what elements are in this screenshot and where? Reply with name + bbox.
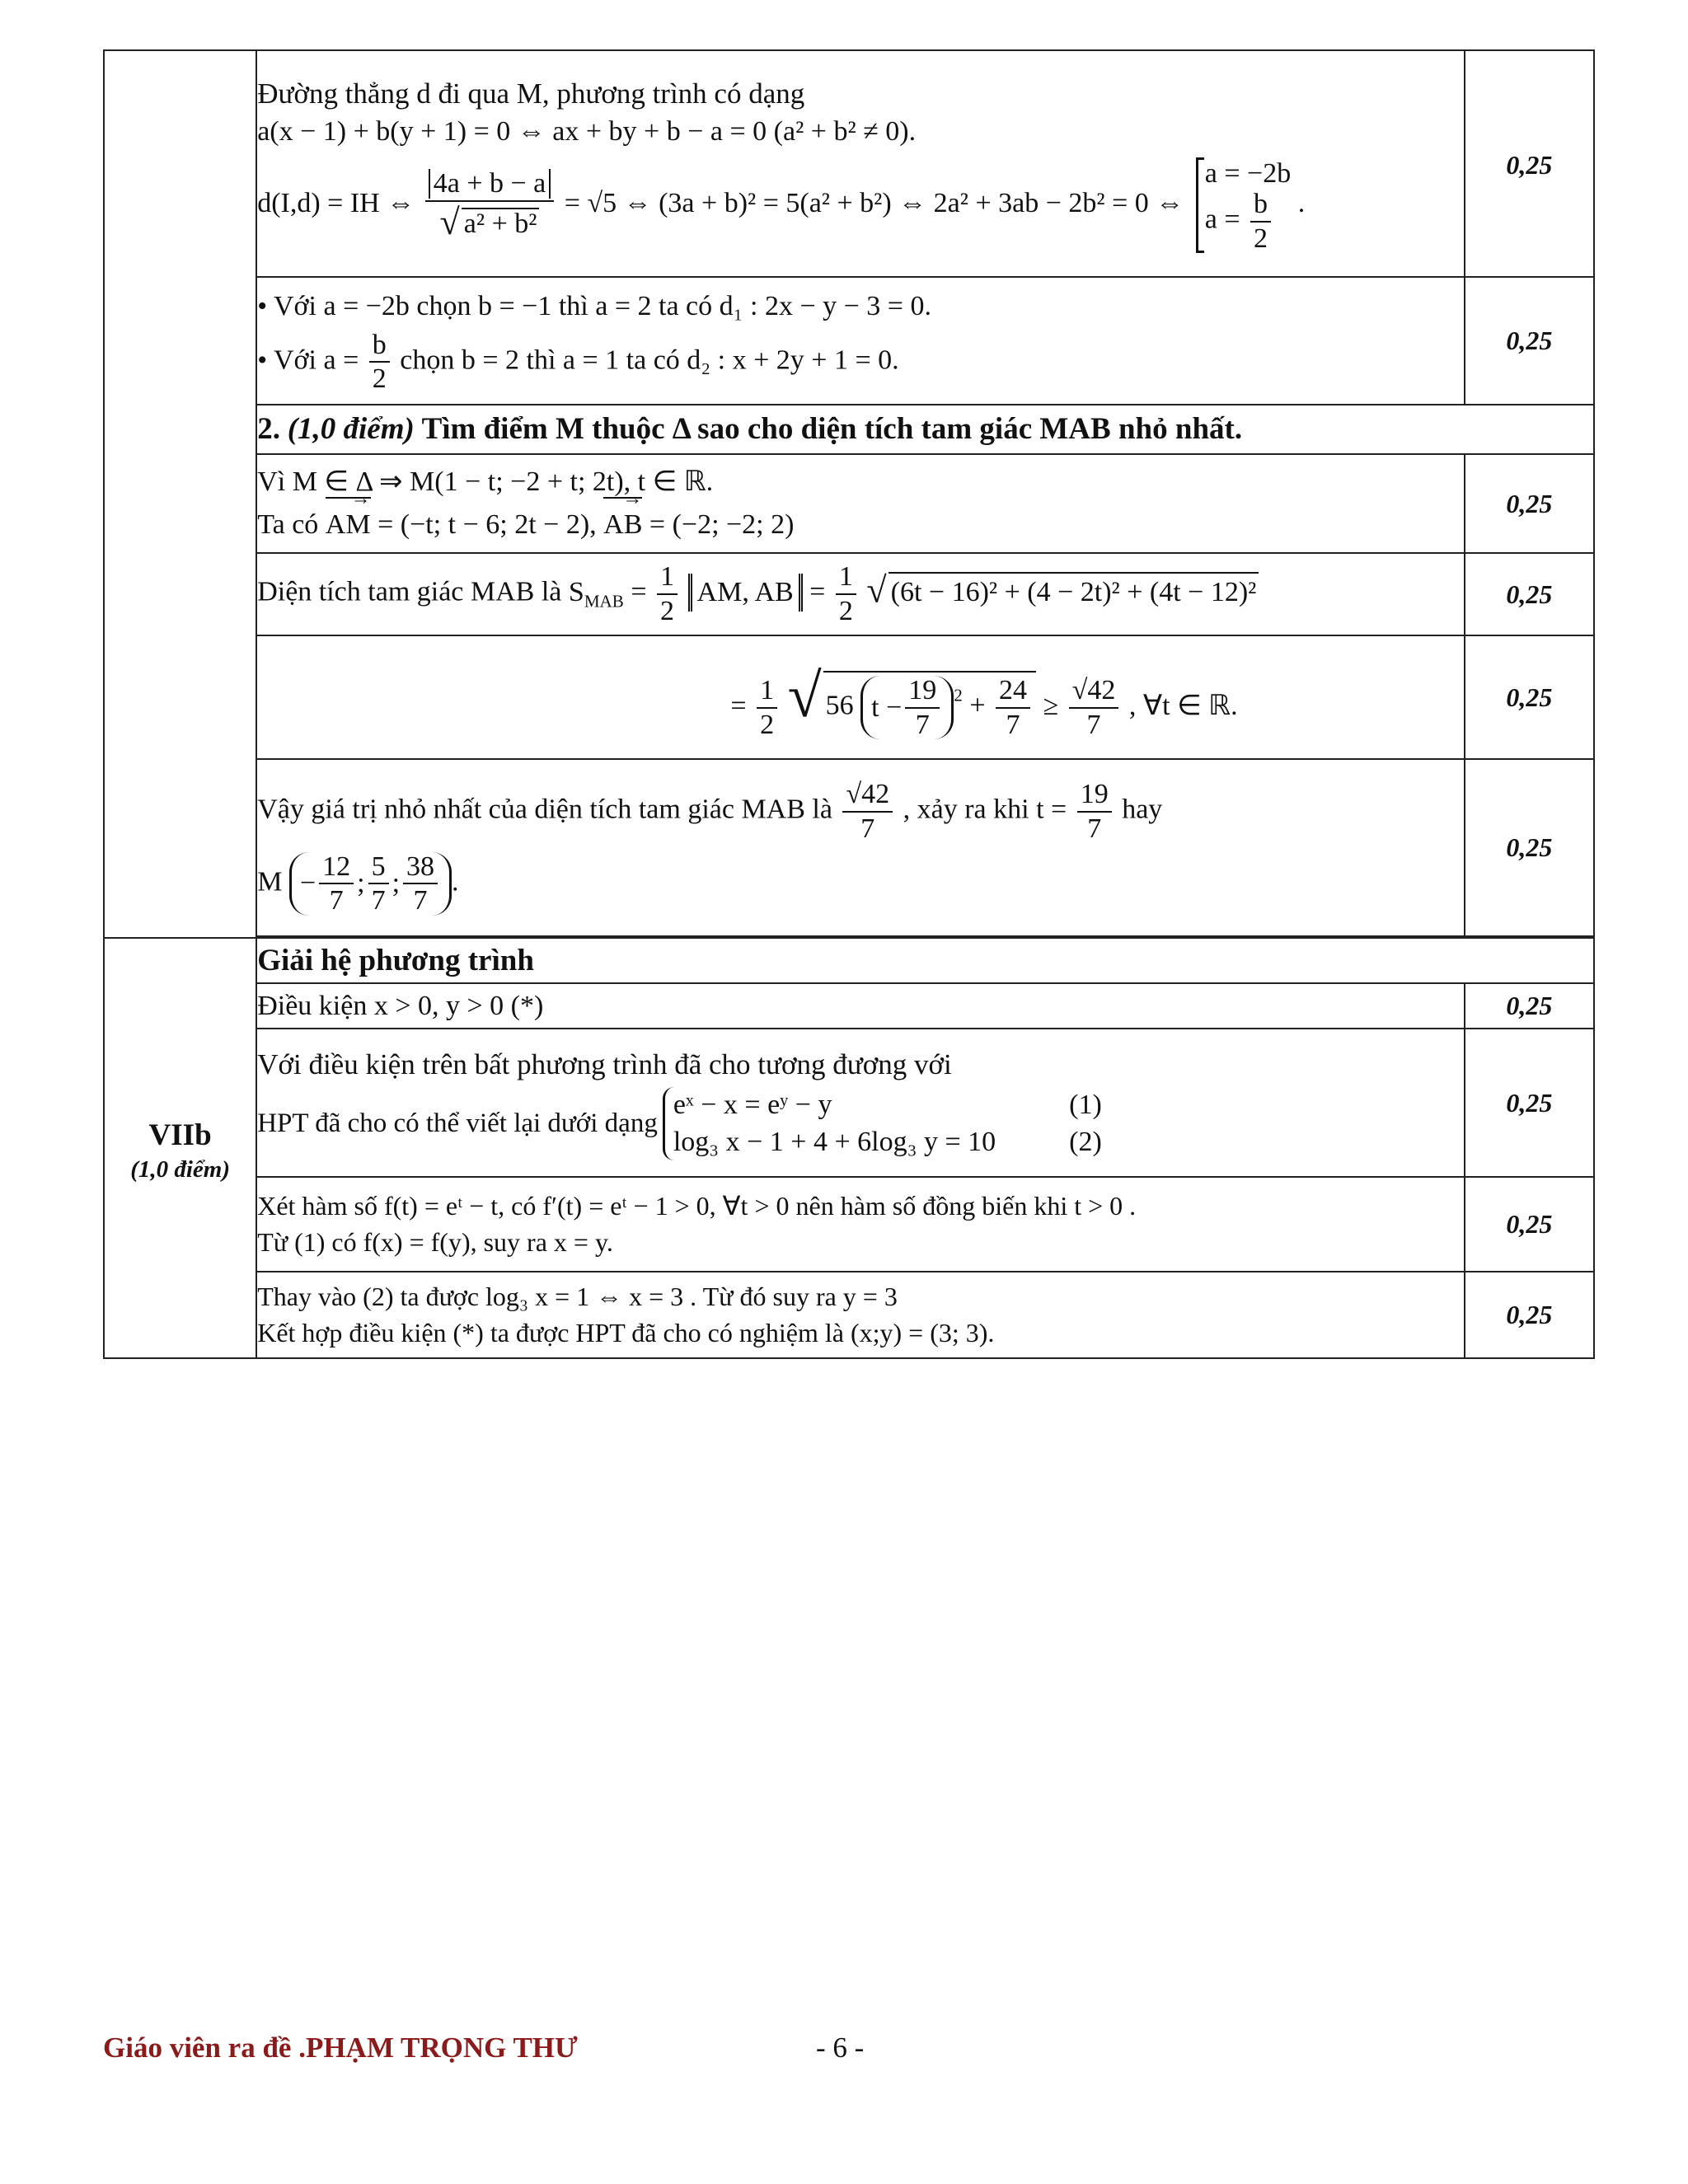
point-line: M − $\frac{12}{7}$ ; $\frac{5}{7}$ ; $\frac{38}{7}$ . [257,851,459,916]
table-row [104,635,1594,759]
part-points: (1,0 điểm) [287,412,415,447]
fraction [657,562,678,626]
case-text-line [257,330,1464,394]
equation-1: eˣ − x = eʸ − y [673,1090,832,1121]
denominator: 7 [371,885,386,916]
minus: − [299,868,316,899]
fraction [905,676,940,739]
system-equation [673,1087,1102,1123]
case-text: a = [1204,204,1240,235]
part-title: Tìm điểm M thuộc Δ sao cho diện tích tam giác MAB nhỏ nhất. [421,412,1243,447]
cross-product-norm: AM, AB [688,574,803,612]
fraction [757,676,777,739]
denominator: 2 [838,596,853,626]
content-cell [256,277,1465,405]
system-brace [663,1087,1102,1160]
table-row [104,938,1594,983]
part-heading [256,405,1594,454]
fraction [996,676,1030,739]
text-part: , xảy ra khi t = [903,794,1067,825]
text-line: Xét hàm số f(t) = eᵗ − t, có f′(t) = eᵗ − 1 > 0, ∀t > 0 nên hàm số đồng biến khi t > 0 . [257,1191,1137,1221]
answer-table [103,49,1595,1359]
text-part: = (−t; t − 6; 2t − 2), [377,509,597,540]
fraction [1069,676,1119,739]
score-cell: 0,25 [1465,983,1594,1029]
denominator: 7 [915,709,930,740]
table-row [104,277,1594,405]
system-label: HPT đã cho có thể viết lại dưới dạng [257,1108,658,1139]
text-part: • Với a = [257,344,359,376]
denominator: 7 [413,885,428,916]
content-cell [256,1177,1465,1272]
content-cell [256,635,1465,759]
content-cell [256,983,1465,1029]
table-row [104,1177,1594,1272]
vector-line [257,506,1464,544]
table-row [104,50,1594,277]
plus: + [969,690,986,721]
exponent: 2 [954,685,963,705]
denominator: 7 [860,813,875,844]
fraction [1250,190,1271,253]
section-label-empty [104,50,256,938]
score-cell: 0,25 [1465,454,1594,553]
section-number: VIIb [148,1118,212,1152]
square-root: (6t − 16)² + (4 − 2t)² + (4t − 12)² [889,572,1259,612]
numerator: 38 [403,852,438,885]
text-part: Diện tích tam giác MAB là [257,576,562,607]
section-points: (1,0 điểm) [130,1156,230,1183]
score-cell: 0,25 [1465,277,1594,405]
fraction [369,330,390,394]
section-title-cell [256,938,1594,983]
numerator: 1 [836,562,856,595]
text-part: t − [871,691,903,723]
denominator: 7 [329,885,344,916]
equation-tag: (1) [1069,1090,1102,1121]
numerator: b [1250,190,1271,223]
vector-am: → AM [326,506,371,544]
equation-part: d(I,d) = IH ⇔ [257,187,415,218]
score-cell: 0,25 [1465,553,1594,635]
equals: = [631,576,647,607]
period: . [1297,187,1306,218]
score-cell: 0,25 [1465,1029,1594,1177]
numerator: 19 [905,676,940,709]
parenthesis [860,676,954,739]
section-label [104,938,256,1358]
score-cell: 0,25 [1465,1272,1594,1358]
equation-line: a(x − 1) + b(y + 1) = 0 ⇔ ax + by + b − a = 0 (a² + b² ≠ 0). [257,115,917,147]
content-cell [256,50,1465,277]
case-bracket [1196,157,1291,253]
fraction [836,562,856,626]
denominator: 2 [372,363,387,395]
denominator: 2 [760,709,775,740]
denominator: 2 [660,596,675,626]
minimum-equation: = $\frac{1}{2}$ √ 56 t − $\frac{19}{7}$ $^2$ + $\frac{24}{7}$ ≥ $\frac{√42}{7}$ , ∀t ∈ ℝ. [730,661,1238,740]
text-part: = (−2; −2; 2) [649,509,795,540]
table-row [104,405,1594,454]
text-line: Kết hợp điều kiện (*) ta được HPT đã cho có nghiệm là (x;y) = (3; 3). [257,1317,995,1347]
numerator: 1 [757,676,777,709]
score-cell: 0,25 [1465,635,1594,759]
text-line: Đường thẳng d đi qua M, phương trình có dạng [257,77,805,110]
equation-tag: (2) [1069,1126,1102,1157]
table-row [104,1272,1594,1358]
table-row [104,983,1594,1029]
condition-line: Điều kiện x > 0, y > 0 (*) [257,990,544,1021]
parenthesis: − $\frac{12}{7}$ ; $\frac{5}{7}$ ; $\frac{38}{7}$ [289,852,452,916]
case-line: a = −2b [1204,157,1292,189]
denominator: 2 [1254,223,1268,254]
score-cell: 0,25 [1465,1177,1594,1272]
geq: ≥ [1043,690,1059,721]
numerator: b [369,330,390,363]
equals: = [809,576,826,607]
numerator: 5 [368,852,389,885]
content-cell [256,454,1465,553]
s-label: S [568,576,584,607]
fraction: $\frac{4a + b - a}{\text{√ a² + b²}}$ [425,169,555,241]
content-cell [256,1272,1465,1358]
fraction [319,852,354,916]
denominator: 7 [1006,709,1020,740]
score-cell: 0,25 [1465,50,1594,277]
denominator: 7 [1086,709,1101,740]
vector-ab: → AB [603,506,642,544]
fraction [842,780,893,843]
text-line: Thay vào (2) ta được log₃ x = 1 ⇔ x = 3 . Từ đó suy ra y = 3 [257,1282,898,1312]
numerator: 1 [657,562,678,595]
fraction [403,852,438,916]
text-part: Vậy giá trị nhỏ nhất của diện tích tam giác MAB là [257,794,832,825]
coefficient: 56 [825,690,854,721]
part-number: 2. [257,412,280,447]
text-part: , ∀t ∈ ℝ. [1128,690,1238,721]
case-text-line: • Với a = −2b chọn b = −1 thì a = 2 ta có d₁ : 2x − y − 3 = 0. [257,290,931,321]
conclusion-line [257,780,1464,843]
equals: = [730,690,747,721]
system-line [257,1087,1464,1160]
fraction [1077,780,1112,843]
table-row [104,759,1594,936]
numerator: 24 [996,676,1030,709]
distance-equation [257,157,1464,253]
table-row [104,553,1594,635]
fraction [368,852,389,916]
square-root [823,671,1036,739]
equation-2: log₃ x − 1 + 4 + 6log₃ y = 10 [673,1126,996,1157]
footer-author: Giáo viên ra đề .PHẠM TRỌNG THƯ [103,2032,578,2064]
text-part: Ta có [257,509,319,540]
numerator: √42 [842,780,893,813]
system-equation [673,1124,1102,1160]
content-cell [256,553,1465,635]
numerator: √42 [1069,676,1119,709]
content-cell [256,1029,1465,1177]
section-title: Giải hệ phương trình [257,943,534,977]
absolute-value: 4a + b − a [429,169,551,199]
table-row [104,454,1594,553]
content-cell [256,759,1465,936]
table-row [104,1029,1594,1177]
text-part: hay [1122,794,1163,825]
text-part: chọn b = 2 thì a = 1 ta có d₂ : x + 2y + 1 = 0. [400,344,899,376]
score-cell: 0,25 [1465,759,1594,936]
square-root: a² + b² [462,208,540,239]
point-label: M [257,865,283,897]
numerator: 12 [319,852,354,885]
text-line: Với điều kiện trên bất phương trình đã cho tương đương với [257,1048,952,1081]
denominator: 7 [1087,813,1102,844]
s-subscript: MAB [584,591,624,612]
case-line [1205,190,1291,253]
area-equation: Diện tích tam giác MAB là $S_{MAB}$ = $\frac{1}{2}$ AM, AB = $\frac{1}{2}$ √ (6t − 16)² + (4 − 2t)² + (4t − 12)² [257,562,1464,626]
text-line: Từ (1) có f(x) = f(y), suy ra x = y. [257,1226,613,1257]
text-line: Vì M ∈ Δ ⇒ M(1 − t; −2 + t; 2t), t ∈ ℝ. [257,466,714,498]
area-symbol [568,576,624,612]
equation-part: = √5 ⇔ (3a + b)² = 5(a² + b²) ⇔ 2a² + 3ab − 2b² = 0 ⇔ [564,187,1184,218]
numerator: 19 [1077,780,1112,813]
page-number: - 6 - [816,2032,865,2064]
